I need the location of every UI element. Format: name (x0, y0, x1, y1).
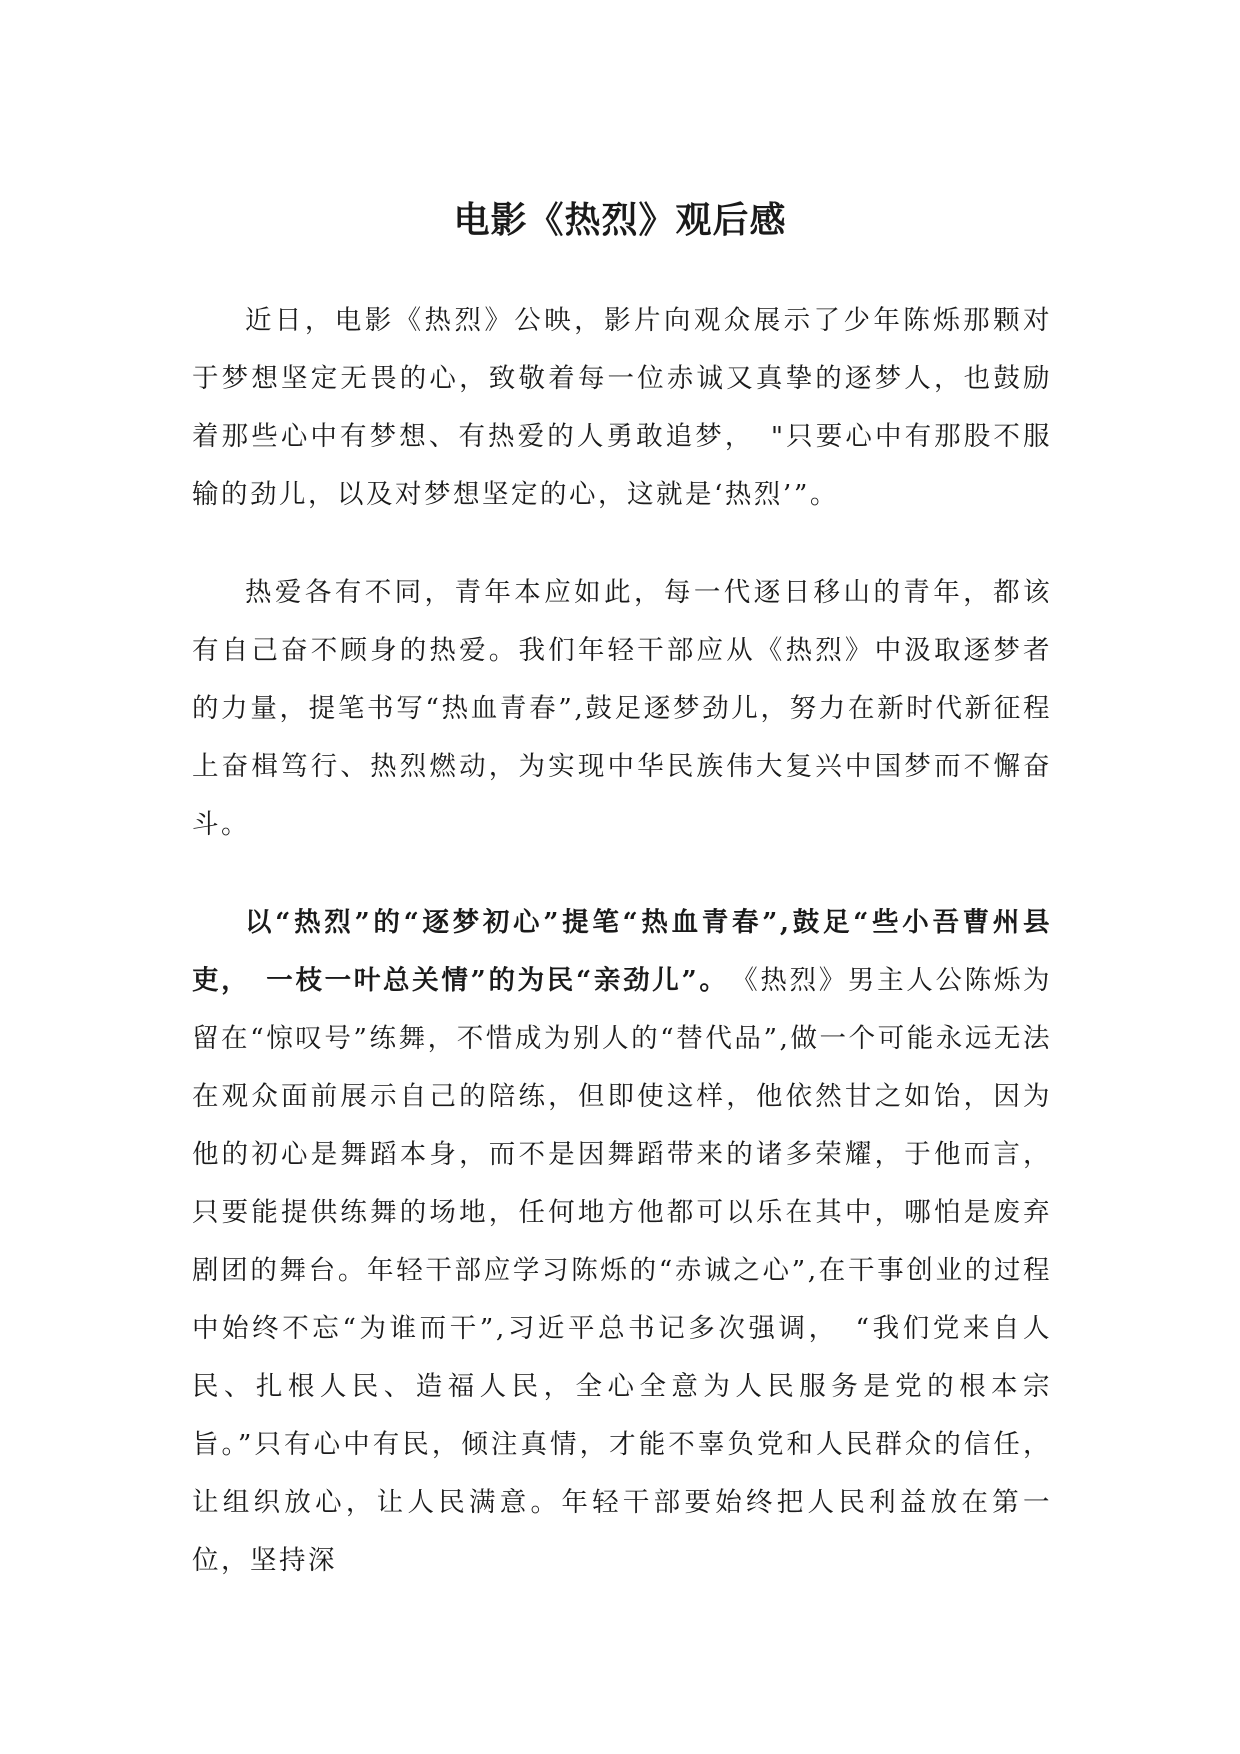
paragraph-1-text: 近日，电影《热烈》公映，影片向观众展示了少年陈烁那颗对于梦想坚定无畏的心，致敬着每一位赤诚又真挚的逐梦人，也鼓励着那些心中有梦想、有热爱的人勇敢追梦， "只要心中有那股不服输的劲儿，以及对梦想坚定的心，这就是‘热烈’”。 (192, 305, 1052, 510)
document-body (192, 292, 1052, 1630)
document-title: 电影《热烈》观后感 (453, 199, 787, 241)
paragraph-3-lead-heading: 以“热烈”的“逐梦初心”提笔“热血青春”,鼓足“些小吾曹州县吏， 一枝一叶总关情”的为民“亲劲儿”。 (192, 907, 1052, 996)
paragraph-3 (192, 894, 1052, 1590)
paragraph-1 (192, 292, 1052, 524)
paragraph-3-text: 《热烈》男主人公陈烁为留在“惊叹号”练舞，不惜成为别人的“替代品”,做一个可能永远无法在观众面前展示自己的陪练，但即使这样，他依然甘之如饴，因为他的初心是舞蹈本身，而不是因舞蹈带来的诸多荣耀，于他而言，只要能提供练舞的场地，任何地方他都可以乐在其中，哪怕是废弃剧团的舞台。年轻干部应学习陈烁的“赤诚之心”,在干事创业的过程中始终不忘“为谁而干”,习近平总书记多次强调， “我们党来自人民、扎根人民、造福人民，全心全意为人民服务是党的根本宗旨。”只有心中有民，倾注真情，才能不辜负党和人民群众的信任，让组织放心，让人民满意。年轻干部要始终把人民利益放在第一位，坚持深 (192, 965, 1053, 1576)
paragraph-2 (192, 564, 1052, 854)
paragraph-2-text: 热爱各有不同，青年本应如此，每一代逐日移山的青年，都该有自己奋不顾身的热爱。我们年轻干部应从《热烈》中汲取逐梦者的力量，提笔书写“热血青春”,鼓足逐梦劲儿，努力在新时代新征程上奋楫笃行、热烈燃动，为实现中华民族伟大复兴中国梦而不懈奋斗。 (192, 577, 1052, 840)
